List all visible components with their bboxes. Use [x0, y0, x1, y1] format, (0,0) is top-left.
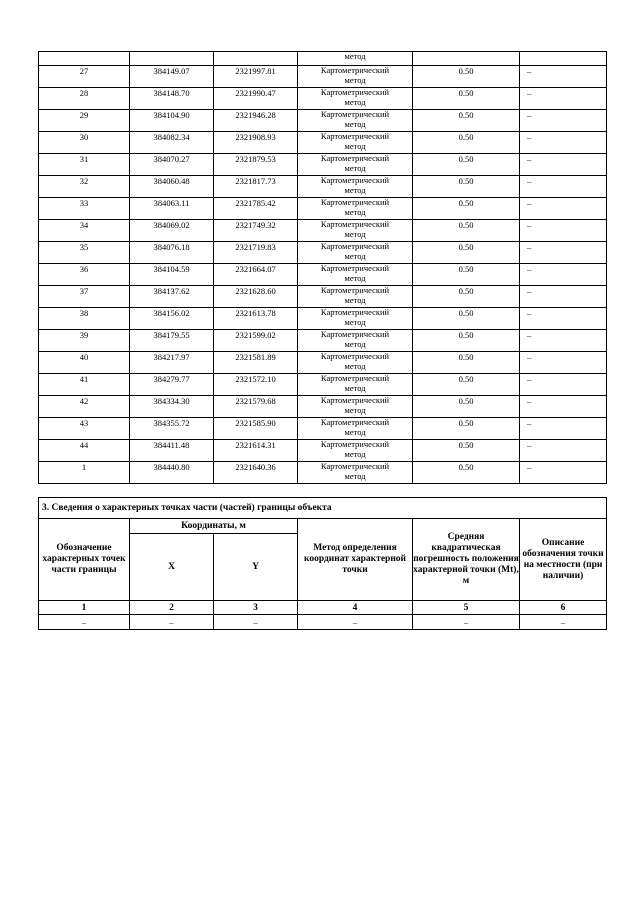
table-row — [39, 154, 607, 176]
cell-description: – — [520, 440, 607, 462]
table-row — [39, 88, 607, 110]
cell-accuracy: 0.50 — [413, 374, 520, 396]
cell-method — [298, 374, 413, 396]
cell-description: – — [520, 462, 607, 484]
cell-accuracy: 0.50 — [413, 198, 520, 220]
method-line-1: Картометрический — [320, 263, 390, 273]
cell-point: 37 — [39, 286, 130, 308]
cell-accuracy: 0.50 — [413, 396, 520, 418]
cell-description: – — [520, 308, 607, 330]
cell-point: 40 — [39, 352, 130, 374]
table-row — [39, 132, 607, 154]
method-line-1: Картометрический — [320, 395, 390, 405]
cell-point: 31 — [39, 154, 130, 176]
table-row — [39, 242, 607, 264]
cell-method: метод — [298, 52, 413, 66]
cell-y: 2321946.28 — [214, 110, 298, 132]
cell-point: 43 — [39, 418, 130, 440]
cell-accuracy: 0.50 — [413, 88, 520, 110]
cell-method — [298, 264, 413, 286]
header-point-designation: Обозначение характерных точек части границы — [39, 519, 130, 601]
method-line-2: метод — [344, 96, 366, 107]
cell-x: 384063.11 — [130, 198, 214, 220]
cell-y: 2321664.07 — [214, 264, 298, 286]
cell-point: 35 — [39, 242, 130, 264]
table-row — [39, 418, 607, 440]
cell-description: – — [520, 330, 607, 352]
cell-method — [298, 396, 413, 418]
method-line-1: Картометрический — [320, 241, 390, 251]
column-number-5: 5 — [413, 601, 520, 615]
column-number-4: 4 — [298, 601, 413, 615]
cell-x: 384137.62 — [130, 286, 214, 308]
cell-y: 2321614.31 — [214, 440, 298, 462]
cell-description: – — [520, 66, 607, 88]
cell-description: – — [520, 132, 607, 154]
method-line-1: Картометрический — [320, 461, 390, 471]
cell-method — [298, 132, 413, 154]
cell-y: 2321785.42 — [214, 198, 298, 220]
cell-description: – — [520, 242, 607, 264]
cell-method — [298, 154, 413, 176]
cell-accuracy: 0.50 — [413, 352, 520, 374]
cell-description: – — [520, 88, 607, 110]
method-line-2: метод — [344, 404, 366, 415]
cell-method — [298, 330, 413, 352]
cell-y: 2321997.81 — [214, 66, 298, 88]
method-line-1: Картометрический — [320, 65, 390, 75]
cell-point: 39 — [39, 330, 130, 352]
cell-point — [39, 52, 130, 66]
cell-point: 32 — [39, 176, 130, 198]
cell-method — [298, 418, 413, 440]
cell-x: 384076.18 — [130, 242, 214, 264]
cell-accuracy: 0.50 — [413, 440, 520, 462]
cell-method — [298, 110, 413, 132]
cell-accuracy: 0.50 — [413, 220, 520, 242]
cell-method — [298, 198, 413, 220]
cell-point: 38 — [39, 308, 130, 330]
method-line-2: метод — [344, 338, 366, 349]
table-row — [39, 396, 607, 418]
method-line-1: Картометрический — [320, 109, 390, 119]
column-number-2: 2 — [130, 601, 214, 615]
method-line-2: метод — [344, 140, 366, 151]
table-row — [39, 286, 607, 308]
cell-x: 384179.55 — [130, 330, 214, 352]
method-line-2: метод — [344, 206, 366, 217]
cell-point: 41 — [39, 374, 130, 396]
cell-x: 384104.90 — [130, 110, 214, 132]
table-row — [39, 330, 607, 352]
table-row — [39, 440, 607, 462]
section3-empty-row — [39, 615, 607, 630]
cell-accuracy: 0.50 — [413, 462, 520, 484]
cell-x: 384440.80 — [130, 462, 214, 484]
cell-point: 44 — [39, 440, 130, 462]
cell-description: – — [520, 352, 607, 374]
method-line-1: Картометрический — [320, 87, 390, 97]
method-line-1: Картометрический — [320, 131, 390, 141]
method-line-2: метод — [344, 426, 366, 437]
cell-x: 384355.72 — [130, 418, 214, 440]
header-description: Описание обозначения точки на местности (при наличии) — [520, 519, 607, 601]
method-line-1: Картометрический — [320, 153, 390, 163]
cell-point: 30 — [39, 132, 130, 154]
cell-accuracy: 0.50 — [413, 264, 520, 286]
column-number-3: 3 — [214, 601, 298, 615]
cell-point: 1 — [39, 462, 130, 484]
cell-x: 384069.02 — [130, 220, 214, 242]
cell-y: 2321581.89 — [214, 352, 298, 374]
cell-accuracy: 0.50 — [413, 132, 520, 154]
cell-description: – — [520, 176, 607, 198]
cell-y: 2321585.90 — [214, 418, 298, 440]
method-line-2: метод — [344, 74, 366, 85]
cell-y: 2321908.93 — [214, 132, 298, 154]
cell-method — [298, 308, 413, 330]
table-row — [39, 264, 607, 286]
method-line-1: Картометрический — [320, 197, 390, 207]
cell-x: 384334.30 — [130, 396, 214, 418]
method-line-2: метод — [344, 228, 366, 239]
method-line-2: метод — [344, 272, 366, 283]
cell-x — [130, 52, 214, 66]
cell-x: 384411.48 — [130, 440, 214, 462]
cell-description: – — [520, 198, 607, 220]
cell-accuracy: 0.50 — [413, 308, 520, 330]
method-line-2: метод — [344, 316, 366, 327]
cell-method — [298, 352, 413, 374]
method-line-2: метод — [344, 294, 366, 305]
empty-cell-2: – — [130, 615, 214, 630]
section3-column-numbers-row — [39, 601, 607, 615]
cell-method — [298, 242, 413, 264]
cell-description: – — [520, 220, 607, 242]
cell-x: 384279.77 — [130, 374, 214, 396]
empty-cell-6: – — [520, 615, 607, 630]
header-method: Метод определения координат характерной точки — [298, 519, 413, 601]
cell-y: 2321817.73 — [214, 176, 298, 198]
method-line-2: метод — [344, 382, 366, 393]
cell-description — [520, 52, 607, 66]
empty-cell-1: – — [39, 615, 130, 630]
table-row-continued — [39, 52, 607, 66]
cell-point: 28 — [39, 88, 130, 110]
cell-y: 2321719.83 — [214, 242, 298, 264]
cell-y — [214, 52, 298, 66]
section3-table — [38, 497, 607, 630]
method-line-2: метод — [344, 250, 366, 261]
method-line-1: Картометрический — [320, 439, 390, 449]
cell-x: 384156.02 — [130, 308, 214, 330]
empty-cell-4: – — [298, 615, 413, 630]
cell-description: – — [520, 264, 607, 286]
column-number-6: 6 — [520, 601, 607, 615]
method-line-1: Картометрический — [320, 417, 390, 427]
cell-accuracy: 0.50 — [413, 110, 520, 132]
cell-x: 384104.59 — [130, 264, 214, 286]
cell-y: 2321640.36 — [214, 462, 298, 484]
method-line-1: Картометрический — [320, 307, 390, 317]
cell-y: 2321879.53 — [214, 154, 298, 176]
cell-description: – — [520, 374, 607, 396]
header-coordinates: Координаты, м — [130, 519, 298, 534]
cell-accuracy: 0.50 — [413, 418, 520, 440]
cell-description: – — [520, 418, 607, 440]
cell-accuracy: 0.50 — [413, 286, 520, 308]
section3-header-row-1 — [39, 519, 607, 534]
coordinates-table — [38, 51, 607, 484]
cell-method — [298, 220, 413, 242]
cell-description: – — [520, 110, 607, 132]
cell-point: 29 — [39, 110, 130, 132]
cell-point: 34 — [39, 220, 130, 242]
cell-method — [298, 286, 413, 308]
cell-x: 384070.27 — [130, 154, 214, 176]
method-line-1: Картометрический — [320, 219, 390, 229]
cell-x: 384148.70 — [130, 88, 214, 110]
cell-accuracy: 0.50 — [413, 242, 520, 264]
cell-description: – — [520, 396, 607, 418]
cell-method — [298, 462, 413, 484]
cell-method — [298, 88, 413, 110]
column-number-1: 1 — [39, 601, 130, 615]
cell-point: 27 — [39, 66, 130, 88]
header-accuracy: Средняя квадратическая погрешность положения характерной точки (Mt), м — [413, 519, 520, 601]
cell-point: 33 — [39, 198, 130, 220]
method-line-2: метод — [344, 448, 366, 459]
method-line-1: Картометрический — [320, 373, 390, 383]
cell-y: 2321599.02 — [214, 330, 298, 352]
table-row — [39, 176, 607, 198]
cell-y: 2321579.68 — [214, 396, 298, 418]
method-line-1: Картометрический — [320, 329, 390, 339]
method-line-2: метод — [344, 162, 366, 173]
table-row — [39, 110, 607, 132]
cell-x: 384082.34 — [130, 132, 214, 154]
cell-accuracy: 0.50 — [413, 66, 520, 88]
method-line-1: Картометрический — [320, 175, 390, 185]
cell-method — [298, 440, 413, 462]
section3-title-row — [39, 498, 607, 519]
cell-method — [298, 66, 413, 88]
cell-x: 384060.48 — [130, 176, 214, 198]
method-line-2: метод — [344, 470, 366, 481]
table-row — [39, 220, 607, 242]
empty-cell-5: – — [413, 615, 520, 630]
cell-accuracy: 0.50 — [413, 154, 520, 176]
cell-y: 2321628.60 — [214, 286, 298, 308]
table-row — [39, 462, 607, 484]
cell-point: 36 — [39, 264, 130, 286]
header-x: X — [130, 534, 214, 601]
cell-description: – — [520, 286, 607, 308]
section-title: 3. Сведения о характерных точках части (частей) границы объекта — [39, 498, 607, 519]
method-line-2: метод — [344, 184, 366, 195]
table-row — [39, 198, 607, 220]
cell-description: – — [520, 154, 607, 176]
cell-y: 2321990.47 — [214, 88, 298, 110]
method-line-2: метод — [344, 360, 366, 371]
cell-point: 42 — [39, 396, 130, 418]
cell-accuracy — [413, 52, 520, 66]
table-row — [39, 352, 607, 374]
table-row — [39, 308, 607, 330]
method-line-2: метод — [344, 118, 366, 129]
cell-y: 2321572.10 — [214, 374, 298, 396]
cell-y: 2321613.78 — [214, 308, 298, 330]
empty-cell-3: – — [214, 615, 298, 630]
cell-accuracy: 0.50 — [413, 330, 520, 352]
cell-x: 384217.97 — [130, 352, 214, 374]
coordinates-table-body — [39, 52, 607, 484]
header-y: Y — [214, 534, 298, 601]
cell-method — [298, 176, 413, 198]
table-row — [39, 374, 607, 396]
method-line-1: Картометрический — [320, 351, 390, 361]
cell-y: 2321749.32 — [214, 220, 298, 242]
table-row — [39, 66, 607, 88]
method-line-1: Картометрический — [320, 285, 390, 295]
cell-accuracy: 0.50 — [413, 176, 520, 198]
cell-x: 384149.07 — [130, 66, 214, 88]
